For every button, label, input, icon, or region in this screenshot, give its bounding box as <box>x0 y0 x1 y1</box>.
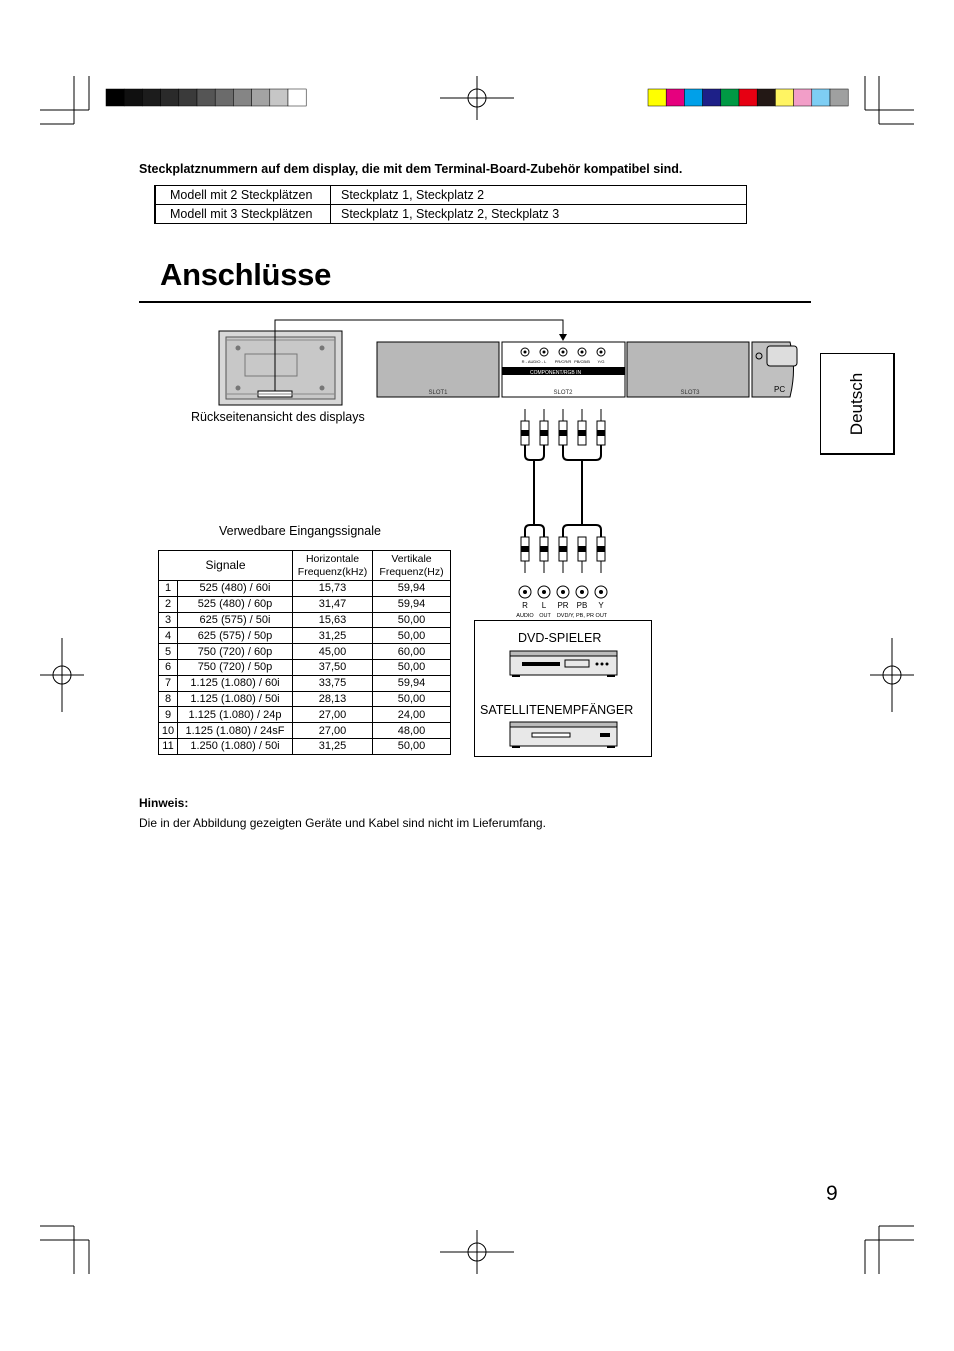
board-jack-label: PR/CR/R <box>554 359 572 364</box>
table-row <box>159 628 451 644</box>
horizontal-frequency-cell: 27,00 <box>293 707 373 723</box>
row-number-cell: 1 <box>159 581 178 597</box>
source-jack-center <box>523 590 527 594</box>
note-text: Die in der Abbildung gezeigten Geräte und Kabel sind nicht im Lieferumfang. <box>139 816 546 830</box>
source-jack-center <box>580 590 584 594</box>
rca-plug <box>559 537 567 573</box>
signal-cell: 1.125 (1.080) / 50i <box>178 691 293 707</box>
rca-plug <box>559 409 567 445</box>
row-number-cell: 10 <box>159 723 178 739</box>
vertical-frequency-cell: 50,00 <box>373 738 451 754</box>
vertical-frequency-cell: 24,00 <box>373 707 451 723</box>
source-jack-sublabel: OUT <box>539 613 551 619</box>
row-number-cell: 9 <box>159 707 178 723</box>
page-number: 9 <box>826 1182 838 1205</box>
board-jack-center <box>562 351 565 354</box>
rca-plug <box>597 409 605 445</box>
signal-cell: 1.125 (1.080) / 60i <box>178 675 293 691</box>
slot3-panel <box>627 342 749 397</box>
signal-cell: 1.125 (1.080) / 24p <box>178 707 293 723</box>
signal-cell: 750 (720) / 50p <box>178 659 293 675</box>
board-jack-label: PB/CB/B <box>574 359 590 364</box>
horizontal-frequency-cell: 45,00 <box>293 644 373 660</box>
table-row <box>159 738 451 754</box>
board-jack-center <box>524 351 527 354</box>
row-number-cell: 3 <box>159 612 178 628</box>
table-row <box>159 644 451 660</box>
note-heading: Hinweis: <box>139 796 189 810</box>
vertical-frequency-cell: 59,94 <box>373 675 451 691</box>
board-jack-center <box>600 351 603 354</box>
column-header-signal: Signale <box>159 551 293 581</box>
table-row <box>159 659 451 675</box>
horizontal-frequency-cell: 33,75 <box>293 675 373 691</box>
rear-view-caption: Rückseitenansicht des displays <box>191 410 365 424</box>
table-row <box>159 581 451 597</box>
slots-cell: Steckplatz 1, Steckplatz 2, Steckplatz 3 <box>331 205 747 224</box>
signal-cell: 1.250 (1.080) / 50i <box>178 738 293 754</box>
slot-intro-text: Steckplatznummern auf dem display, die mit dem Terminal-Board-Zubehör kompatibel sind. <box>139 162 683 176</box>
source-jack-sublabel: AUDIO <box>516 613 534 619</box>
dvd-player-label: DVD-SPIELER <box>518 631 602 645</box>
board-strip-label: COMPONENT/RGB IN <box>530 370 582 376</box>
source-jack-label: PB <box>576 601 588 610</box>
rca-plug <box>578 537 586 573</box>
row-number-cell: 2 <box>159 596 178 612</box>
slot3-label: SLOT3 <box>680 390 700 396</box>
row-number-cell: 6 <box>159 659 178 675</box>
signal-cell: 1.125 (1.080) / 24sF <box>178 723 293 739</box>
page-title: Anschlüsse <box>160 257 332 292</box>
source-jack-sublabel: DVD/Y, PB, PR OUT <box>556 613 608 619</box>
signal-cell: 625 (575) / 50p <box>178 628 293 644</box>
table-row <box>159 707 451 723</box>
row-number-cell: 7 <box>159 675 178 691</box>
column-header-vertical: Vertikale Frequenz(Hz) <box>373 551 451 581</box>
language-tab-label: Deutsch <box>847 372 866 435</box>
horizontal-frequency-cell: 31,47 <box>293 596 373 612</box>
rca-plug <box>540 409 548 445</box>
board-jack-center <box>543 351 546 354</box>
rca-plug <box>540 537 548 573</box>
horizontal-frequency-cell: 31,25 <box>293 738 373 754</box>
table-row <box>159 675 451 691</box>
rca-plug <box>521 537 529 573</box>
horizontal-frequency-cell: 28,13 <box>293 691 373 707</box>
board-jack-label: R - AUDIO - L <box>521 359 547 364</box>
horizontal-frequency-cell: 15,63 <box>293 612 373 628</box>
horizontal-frequency-cell: 31,25 <box>293 628 373 644</box>
rca-plug <box>521 409 529 445</box>
horizontal-frequency-cell: 37,50 <box>293 659 373 675</box>
vertical-frequency-cell: 60,00 <box>373 644 451 660</box>
vertical-frequency-cell: 50,00 <box>373 612 451 628</box>
horizontal-frequency-cell: 15,73 <box>293 581 373 597</box>
table-row <box>159 691 451 707</box>
vertical-frequency-cell: 48,00 <box>373 723 451 739</box>
column-header-horizontal: Horizontale Frequenz(kHz) <box>293 551 373 581</box>
vertical-frequency-cell: 59,94 <box>373 581 451 597</box>
signal-cell: 625 (575) / 50i <box>178 612 293 628</box>
vertical-frequency-cell: 50,00 <box>373 628 451 644</box>
model-cell: Modell mit 3 Steckplätzen <box>155 205 331 224</box>
vertical-frequency-cell: 50,00 <box>373 659 451 675</box>
source-jack-label: R <box>522 601 528 610</box>
model-cell: Modell mit 2 Steckplätzen <box>155 186 331 205</box>
source-jack-center <box>599 590 603 594</box>
input-signals-table <box>158 550 451 755</box>
source-jack-label: L <box>541 601 547 610</box>
pc-label: PC <box>774 385 786 394</box>
source-jack-label: Y <box>598 601 604 610</box>
vertical-frequency-cell: 50,00 <box>373 691 451 707</box>
horizontal-frequency-cell: 27,00 <box>293 723 373 739</box>
display-rear-view <box>219 331 342 405</box>
source-jack-center <box>561 590 565 594</box>
signals-caption: Verwedbare Eingangssignale <box>219 524 381 538</box>
board-jack-label: Y/G <box>597 359 605 364</box>
table-row <box>159 612 451 628</box>
table-header-row <box>159 551 451 581</box>
satellite-receiver-label: SATELLITENEMPFÄNGER <box>480 703 634 717</box>
source-jack-label: PR <box>557 601 569 610</box>
table-row <box>159 723 451 739</box>
signal-cell: 525 (480) / 60i <box>178 581 293 597</box>
row-number-cell: 11 <box>159 738 178 754</box>
board-jack-center <box>581 351 584 354</box>
signal-cell: 750 (720) / 60p <box>178 644 293 660</box>
slots-cell: Steckplatz 1, Steckplatz 2 <box>331 186 747 205</box>
slot2-label: SLOT2 <box>553 390 573 396</box>
table-row <box>159 596 451 612</box>
row-number-cell: 4 <box>159 628 178 644</box>
row-number-cell: 8 <box>159 691 178 707</box>
slot1-label: SLOT1 <box>428 390 448 396</box>
signal-cell: 525 (480) / 60p <box>178 596 293 612</box>
vertical-frequency-cell: 59,94 <box>373 596 451 612</box>
rca-plug <box>597 537 605 573</box>
source-jack-center <box>542 590 546 594</box>
row-number-cell: 5 <box>159 644 178 660</box>
slot1-panel <box>377 342 499 397</box>
rca-plug <box>578 409 586 445</box>
